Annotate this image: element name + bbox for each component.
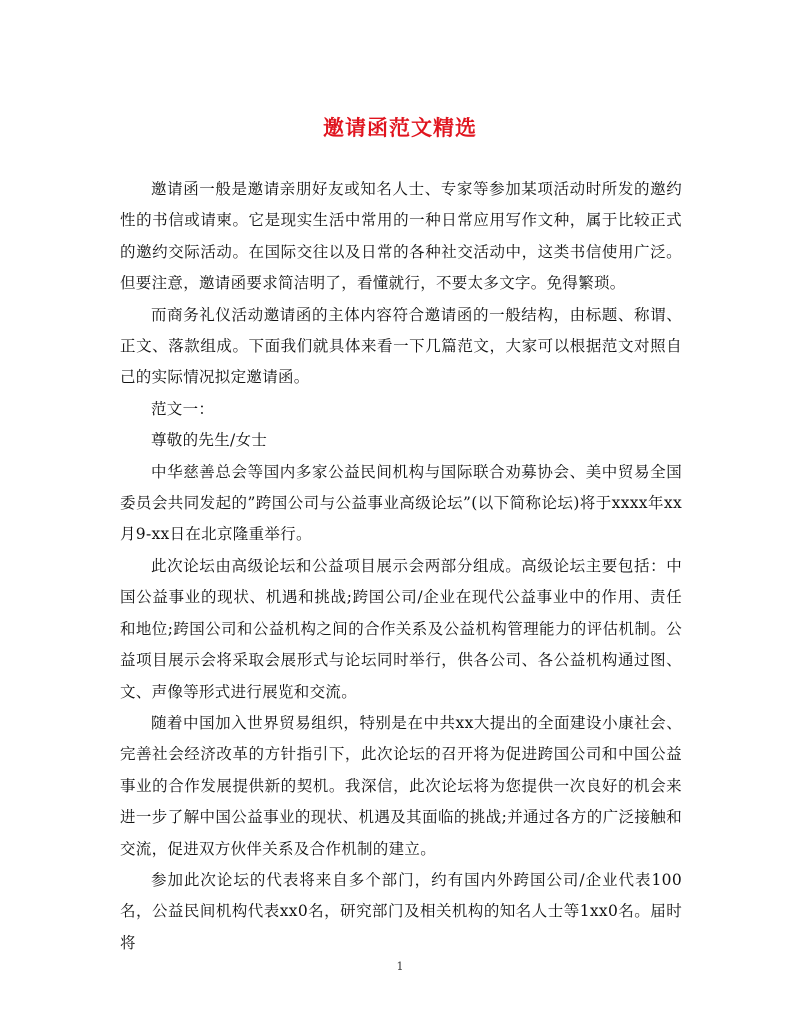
document-title: 邀请函范文精选 [323,115,477,140]
paragraph-forum-content: 此次论坛由高级论坛和公益项目展示会两部分组成。高级论坛主要包括：中国公益事业的现状、机遇和挑战;跨国公司/企业在现代公益事业中的作用、责任和地位;跨国公司和公益机构之间的合作关系及公益机构管理能力的评估机制。公益项目展示会将采取会展形式与论坛同时举行，供各公司、各公益机构通过图、文、声像等形式进行展览和交流。 [120,556,682,701]
paragraph-forum-significance: 随着中国加入世界贸易组织，特别是在中共xx大提出的全面建设小康社会、完善社会经济改革的方针指引下，此次论坛的召开将为促进跨国公司和中国公益事业的合作发展提供新的契机。我深信，此次论坛将为您提供一次良好的机会来进一步了解中国公益事业的现状、机遇及其面临的挑战;并通过各方的广泛接触和交流，促进双方伙伴关系及合作机制的建立。 [120,713,682,858]
paragraph-structure: 而商务礼仪活动邀请函的主体内容符合邀请函的一般结构，由标题、称谓、正文、落款组成。下面我们就具体来看一下几篇范文，大家可以根据范文对照自己的实际情况拟定邀请函。 [120,305,682,387]
page-number: 1 [396,960,404,973]
paragraph-participants: 参加此次论坛的代表将来自多个部门，约有国内外跨国公司/企业代表100名，公益民间机构代表xx0名，研究部门及相关机构的知名人士等1xx0名。届时将 [120,870,682,952]
paragraph-intro: 邀请函一般是邀请亲朋好友或知名人士、专家等参加某项活动时所发的邀约性的书信或请柬。它是现实生活中常用的一种日常应用写作文种，属于比较正式的邀约交际活动。在国际交往以及日常的各种社交活动中，这类书信使用广泛。但要注意，邀请函要求简洁明了，看懂就行，不要太多文字。免得繁琐。 [120,180,682,293]
paragraph-sample-heading: 范文一： [151,399,215,418]
paragraph-forum-announcement: 中华慈善总会等国内多家公益民间机构与国际联合劝募协会、美中贸易全国委员会共同发起的”跨国公司与公益事业高级论坛”(以下简称论坛)将于xxxx年xx月9-xx日在北京隆重举行。 [120,462,682,544]
paragraph-salutation: 尊敬的先生/女士 [151,431,268,450]
document-body [120,174,682,959]
